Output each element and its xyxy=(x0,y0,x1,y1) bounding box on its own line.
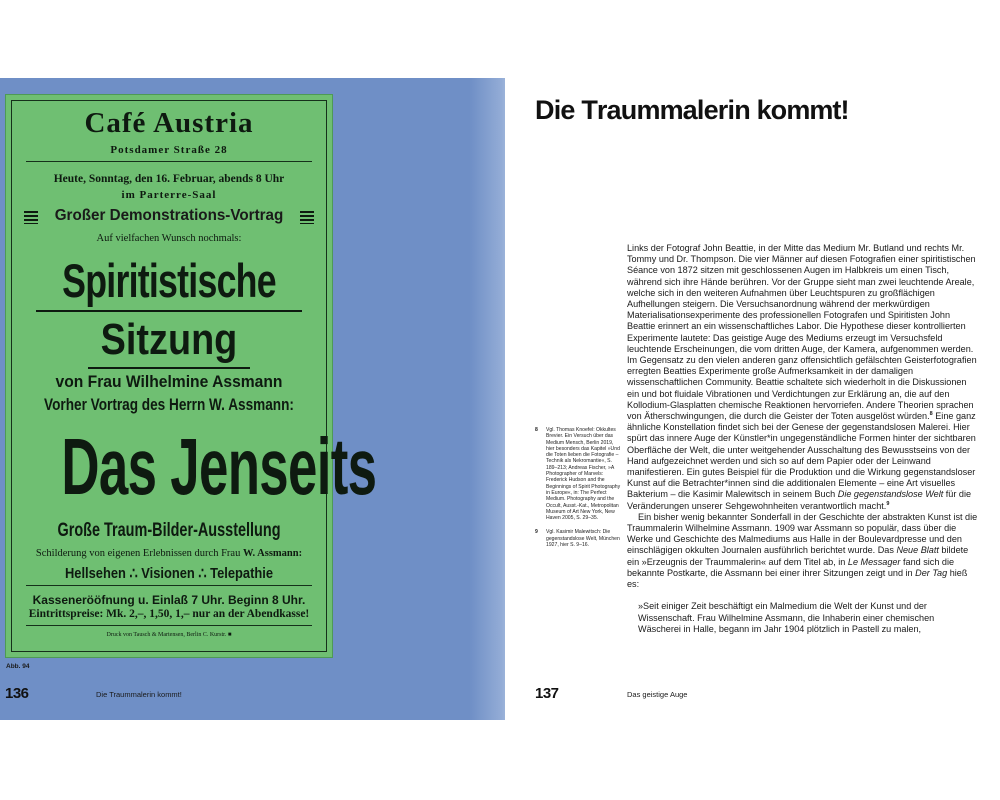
poster-headline-1: Spiritistische xyxy=(62,254,276,307)
body-italic: Neue Blatt xyxy=(896,545,939,556)
body-text: für die Veränderungen unserer Sehgewohnheiten verantwortlich macht. xyxy=(627,489,972,511)
right-page xyxy=(505,78,1000,720)
poster-rule xyxy=(26,161,312,162)
body-text: Ein bisher wenig bekannter Sonderfall in der Geschichte der abstrakten Kunst ist die Traummalerin Wilhelmine Assmann. 1909 war Assmann so populär, dass über die Werke und Geschichte des Malmediums aus Halle in der Boulevardpresse und den einschlägigen okkulten Journalen ausführlich berichtet wurde. Das xyxy=(627,511,978,556)
poster-underline-2 xyxy=(88,367,250,369)
body-text: Links der Fotograf John Beattie, in der Mitte das Medium Mr. Butland und rechts Mr. Tommy und Dr. Thompson. Die vier Männer auf diesen Fotografien einer spiritistischen Séance von 1872 sitzen mit geschlossenen Augen im Halbkreis um einen Tisch, während sich ihre Hände berühren. Vor der Gruppe sieht man zwei leuchtende Areale, welche sich in den weiteren Aufnahmen über Leuchtspuren zu großflächigen Aufhellungen steigern. Die Versuchsanordnung während der merkwürdigen Materialisationsexperimente des professionellen Fotografen und Spiritisten John Beattie erinnert an ein wissenschaftliches Labor. Die Hypothese dieser kontrollierten Experimente lautete: Das geistige Auge des Mediums erzeugt im Versuchsfeld leuchtende Erscheinungen, die vom dritten Auge, der Kamera, aufgenommen werden. Im Gegensatz zu den vielen anderen ganz offensichtlich gefälschten Geisterfotografien erregten Beatties Experimente große Aufmerksamkeit in der damaligen wissenschaftlichen Community. Beattie schaltete sich wiederholt in die Diskussionen ein und bot fluidale Vibrationen und Verdichtungen zur Erklärung an, die auf den Kollodium-Glasplatten chemische Reaktionen hervorriefen. Andere Theorien sprachen von Ätherschwingungen, die durch die Geister der Toten ausgelöst würden. xyxy=(627,243,977,422)
poster-request: Auf vielfachen Wunsch nochmals: xyxy=(96,233,242,244)
headline-part: o xyxy=(770,95,787,125)
headline-part: m xyxy=(659,95,683,125)
article-headline xyxy=(535,95,849,126)
poster-address: Potsdamer Straße 28 xyxy=(110,144,228,156)
figure-label: Abb. 94 xyxy=(6,663,30,670)
poster-demonstration: Großer Demonstrations-Vortrag xyxy=(54,207,284,224)
poster-big-title: Das Jenseits xyxy=(61,422,377,511)
headline-part: raum xyxy=(596,95,660,125)
book-spread xyxy=(0,78,1000,720)
poster-by-line: von Frau Wilhelmine Assmann xyxy=(55,372,283,391)
running-head-right: Das geistige Auge xyxy=(627,690,688,699)
footnote-text: Vgl. Kasimir Malewitsch: Die gegenstandslose Welt, München 1927, hier S. 9–16. xyxy=(546,529,620,549)
poster-room: im Parterre-Saal xyxy=(121,189,217,201)
headline-part: Die xyxy=(535,95,582,125)
poster-image xyxy=(5,94,377,658)
poster-rule xyxy=(26,625,312,626)
body-paragraph xyxy=(627,243,979,512)
poster-desc-name: W. Assmann: xyxy=(242,548,303,559)
poster-printer-credit: Druck von Tausch & Martensen, Berlin C. Kurstr. ■ xyxy=(106,632,232,638)
poster-date-line: Heute, Sonntag, den 16. Februar, abends 8 Uhr xyxy=(53,173,285,185)
footnotes xyxy=(535,427,623,556)
left-page xyxy=(0,78,505,720)
ornament-right-icon xyxy=(300,211,314,224)
body-text: hieß es: xyxy=(627,567,968,590)
poster-exhibition: Große Traum-Bilder-Ausstellung xyxy=(57,520,281,541)
headline-part: alerin xyxy=(682,95,757,125)
body-italic: Die gegenstandslose Welt xyxy=(837,489,944,500)
poster-visions: Hellsehen ∴ Visionen ∴ Telepathie xyxy=(64,565,274,582)
poster-title: Café Austria xyxy=(84,107,254,139)
body-italic: Der Tag xyxy=(915,567,948,578)
poster-demo-row xyxy=(6,207,332,229)
footnote-number: 9 xyxy=(535,529,538,536)
page-number-right: 137 xyxy=(535,685,559,702)
body-text: bildete ein »Erzeugnis der Traummalerin« auf dem Titel ab, in xyxy=(627,545,969,567)
poster-rule xyxy=(26,585,312,586)
headline-part: k xyxy=(756,95,771,125)
body-italic: Le Messager xyxy=(847,556,901,567)
footnote-ref: 8 xyxy=(929,411,933,418)
article-body xyxy=(627,243,979,635)
poster-headline-2: Sitzung xyxy=(100,315,238,364)
headline-part: T xyxy=(581,95,597,125)
body-paragraph xyxy=(627,512,979,590)
poster-prices: Eintrittspreise: Mk. 2,–, 1,50, 1,– nur an der Abendkasse! xyxy=(28,608,310,620)
footnote-text: Vgl. Thomas Knoefel: Okkultes Brevier. Ein Versuch über das Medium Mensch, Berlin 2019, hier besonders das Kapitel »Und die Toten lieben die Fotografie – Technik als Nekromantie«, S. 189–213; Andreas Fischer, »A Photographer of Marvels: Frederick Hudson and the Beginnings of Spirit Photography in Europe«, in: The Perfect Medium. Photography and the Occult, Ausst.-Kat., Metropolitan Museum of Art New York, New Haven 2005, S. 29–35. xyxy=(546,427,621,522)
footnote xyxy=(535,529,623,548)
poster-underline-1 xyxy=(36,310,302,312)
block-quote: »Seit einiger Zeit beschäftigt ein Malmedium die Welt der Kunst und der Wissenschaft. Frau Wilhelmine Assmann, die Inhaberin einer chemischen Wäscherei in Halle, begann im Jahr 1904 plötzlich in Pastell zu malen, xyxy=(638,601,935,634)
footnote-ref: 9 xyxy=(886,500,890,507)
poster-desc-text: Schilderung von eigenen Erlebnissen durch Frau xyxy=(35,548,241,559)
footnote-number: 8 xyxy=(535,427,538,433)
page-number-left: 136 xyxy=(5,685,29,702)
headline-part: t! xyxy=(832,95,849,125)
poster-description xyxy=(6,548,332,559)
poster-lecture-line: Vorher Vortrag des Herrn W. Assmann: xyxy=(44,395,294,414)
running-head-left: Die Traummalerin kommt! xyxy=(96,690,182,699)
body-text: fand sich die bekannte Postkarte, die Assmann bei einer ihrer Sitzungen zeigt und in xyxy=(627,556,955,578)
footnote xyxy=(535,427,623,521)
body-text: Eine ganz ähnliche Konstellation findet sich bei der Genese der gegenstandslosen Malerei. Hier spürt das innere Auge der Künstler*in ungegenständliche Formen hinter der sichtbaren Oberfläche der Welt, die unter weitgehender Ausschaltung des Bewusstseins von der Hand aufgezeichnet werden und sich so auf dem Papier oder der Leinwand manifestieren. Ein gutes Beispiel für die Produktion und die Wirkung gegenstandsloser Kunst auf die Betrachter*innen sind die additionalen Elemente – eine Art visuelles Bakterium – die Kasimir Malewitsch in seinem Buch xyxy=(627,411,976,500)
poster-box-office: Kassenerööfnung u. Einlaß 7 Uhr. Beginn 8 Uhr. xyxy=(32,593,306,607)
headline-part: mm xyxy=(786,95,833,125)
